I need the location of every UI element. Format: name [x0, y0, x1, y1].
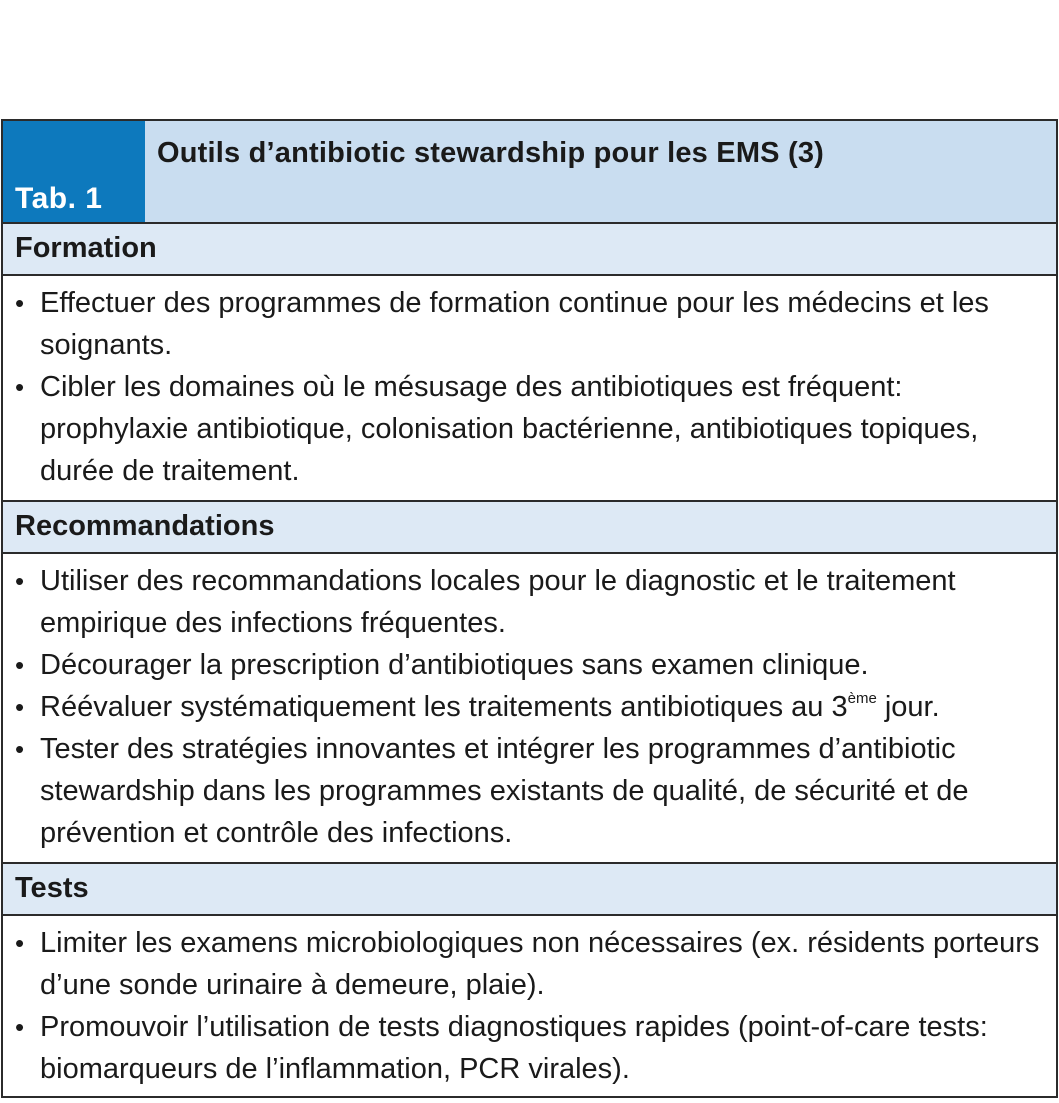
bullet-icon: • [15, 566, 25, 596]
bullet-icon: • [15, 928, 25, 958]
list-item-text: Cibler les domaines où le mésusage des antibiotiques est fréquent: prophylaxie antibiotique, colonisation bactérienne, antibiotiques topiques, durée de traitement. [40, 371, 979, 487]
list-item [15, 922, 1048, 1006]
table-title: Outils d’antibiotic stewardship pour les EMS (3) [145, 121, 1056, 222]
list-item-text: Effectuer des programmes de formation continue pour les médecins et les soignants. [40, 287, 989, 361]
list-item [15, 728, 1048, 854]
list-item [15, 1006, 1048, 1090]
reeval-text-after: jour. [876, 691, 940, 723]
section-heading-tests: Tests [3, 864, 1056, 916]
bullet-icon: • [15, 734, 25, 764]
tab-label-text: Tab. 1 [15, 182, 103, 215]
section-body-tests [3, 916, 1056, 1096]
bullet-icon: • [15, 650, 25, 680]
list-item-text: Utiliser des recommandations locales pour le diagnostic et le traitement empirique des infections fréquentes. [40, 565, 956, 639]
table-header [3, 121, 1056, 224]
list-item-text [40, 686, 1048, 728]
list-item [15, 560, 1048, 644]
bullet-icon: • [15, 692, 25, 722]
list-item [15, 644, 1048, 686]
reeval-superscript: ème [847, 690, 877, 707]
bullet-icon: • [15, 288, 25, 318]
section-body-recommandations [3, 554, 1056, 864]
reeval-text-before: Réévaluer systématiquement les traitements antibiotiques au 3 [40, 691, 848, 723]
list-item-text: Promouvoir l’utilisation de tests diagnostiques rapides (point-of-care tests: biomarqueurs de l’inflammation, PCR virales). [40, 1011, 988, 1085]
section-heading-formation: Formation [3, 224, 1056, 276]
list-item-text: Décourager la prescription d’antibiotiques sans examen clinique. [40, 649, 869, 681]
tab-label-badge [3, 121, 145, 222]
section-heading-recommandations: Recommandations [3, 502, 1056, 554]
list-item-text: Limiter les examens microbiologiques non nécessaires (ex. résidents porteurs d’une sonde urinaire à demeure, plaie). [40, 927, 1040, 1001]
bullet-icon: • [15, 1012, 25, 1042]
list-item [15, 282, 1048, 366]
section-body-formation [3, 276, 1056, 502]
table-box [1, 119, 1058, 1098]
list-item [15, 366, 1048, 492]
list-item [15, 686, 1048, 728]
bullet-icon: • [15, 372, 25, 402]
list-item-text: Tester des stratégies innovantes et intégrer les programmes d’antibiotic stewardship dans les programmes existants de qualité, de sécurité et de prévention et contrôle des infections. [40, 733, 969, 849]
